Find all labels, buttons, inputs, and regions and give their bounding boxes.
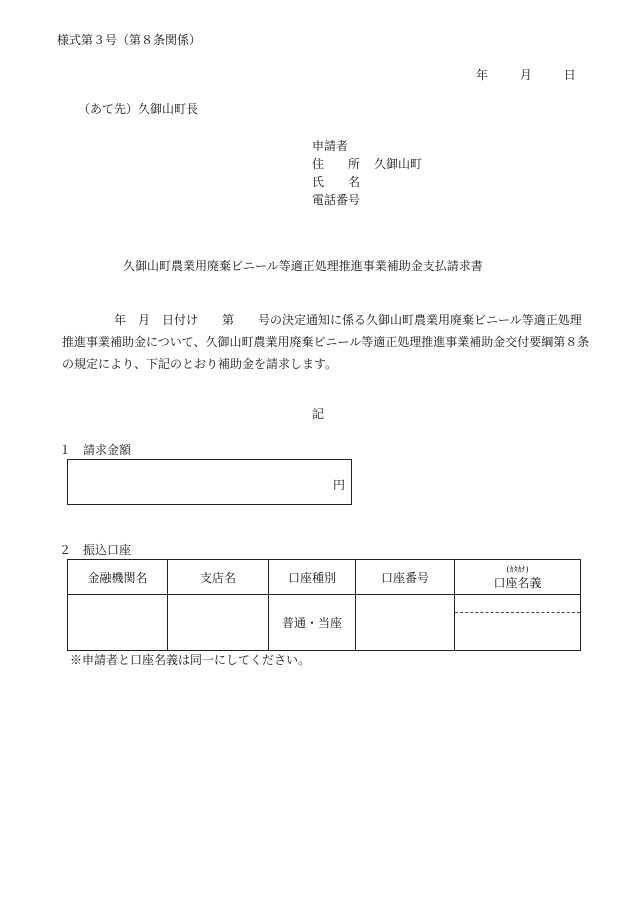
account-type-header: 口座種別 (269, 560, 356, 595)
form-number: 様式第３号（第８条関係） (57, 33, 202, 47)
date-day-label: 日 (563, 68, 576, 82)
account-type-cell[interactable]: 普通・当座 (269, 595, 356, 651)
document-title: 久御山町農業用廃棄ビニール等適正処理推進事業補助金支払請求書 (123, 259, 483, 273)
body-paragraph: 年 月 日付け 第 号の決定通知に係る久御山町農業用廃棄ビニール等適正処理推進事業補助金について、久御山町農業用廃棄ビニール等適正処理推進事業補助金交付要綱第８条の規定により、下記のとおり補助金を請求します。 (62, 313, 590, 371)
date-year-label: 年 (476, 68, 489, 82)
account-holder-label: 口座名義 (493, 576, 542, 590)
date-line (476, 68, 576, 82)
account-number-cell[interactable] (356, 595, 455, 651)
applicant-heading: 申請者 (312, 139, 349, 153)
applicant-address-row (312, 155, 422, 173)
applicant-name-row (312, 173, 422, 191)
account-number-header: 口座番号 (356, 560, 455, 595)
bank-name-header: 金融機関名 (68, 560, 168, 595)
branch-name-cell[interactable] (168, 595, 269, 651)
applicant-address-value: 久御山町 (374, 157, 423, 171)
applicant-name-label: 氏名 (312, 175, 385, 189)
kana-divider (455, 612, 580, 613)
account-holder-cell[interactable] (455, 595, 581, 651)
note: ※申請者と口座名義は同一にしてください。 (70, 653, 311, 667)
bank-name-cell[interactable] (68, 595, 168, 651)
section2-heading: ２ 振込口座 (59, 543, 132, 557)
account-holder-kana-note: (ｶﾀｶﾅ) (506, 565, 529, 574)
amount-field[interactable] (67, 459, 352, 505)
date-month-label: 月 (519, 68, 532, 82)
account-holder-header (455, 560, 581, 595)
applicant-block (312, 137, 422, 209)
bank-account-table (67, 559, 581, 651)
section1-heading: １ 請求金額 (59, 443, 132, 457)
branch-name-header: 支店名 (168, 560, 269, 595)
applicant-phone-row (312, 191, 422, 209)
addressee: （あて先）久御山町長 (78, 102, 199, 116)
ki-heading: 記 (312, 407, 325, 421)
yen-unit: 円 (332, 478, 345, 492)
applicant-address-label: 住所 (312, 157, 385, 171)
applicant-phone-label: 電話番号 (312, 193, 361, 207)
